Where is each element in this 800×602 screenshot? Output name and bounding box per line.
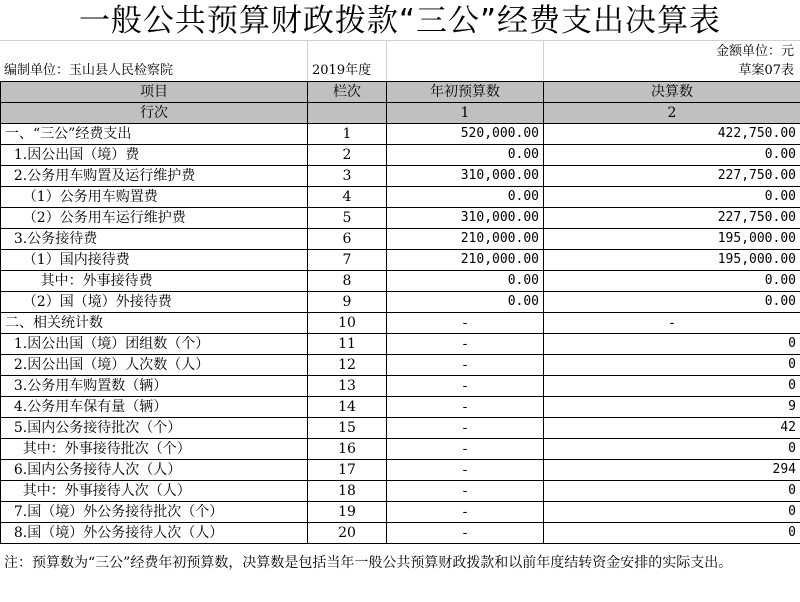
row-item: （1）公务用车购置费	[1, 187, 308, 208]
row-col: 11	[308, 334, 387, 355]
row-col: 19	[308, 502, 387, 523]
row-budget: -	[387, 397, 544, 418]
row-col: 15	[308, 418, 387, 439]
row-col: 18	[308, 481, 387, 502]
table-row	[1, 460, 800, 481]
row-final: 42	[544, 418, 800, 439]
row-col: 2	[308, 145, 387, 166]
row-col: 16	[308, 439, 387, 460]
divider	[307, 40, 308, 81]
row-item: 7.国（境）外公务接待批次（个）	[1, 502, 308, 523]
row-budget: -	[387, 376, 544, 397]
row-budget: -	[387, 313, 544, 334]
row-label-item: 行次	[1, 103, 308, 124]
row-final: 227,750.00	[544, 166, 800, 187]
row-budget: 210,000.00	[387, 250, 544, 271]
row-col: 10	[308, 313, 387, 334]
row-final: 0.00	[544, 145, 800, 166]
row-item: （1）国内接待费	[1, 250, 308, 271]
row-item: 2.公务用车购置及运行维护费	[1, 166, 308, 187]
row-budget: -	[387, 355, 544, 376]
table-row	[1, 355, 800, 376]
footnote: 注：预算数为“三公”经费年初预算数，决算数是包括当年一般公共预算财政拨款和以前年度结转资金安排的实际支出。	[4, 555, 733, 571]
row-col: 3	[308, 166, 387, 187]
table-row	[1, 124, 800, 145]
row-item: 8.国（境）外公务接待人次（人）	[1, 523, 308, 544]
row-budget: -	[387, 523, 544, 544]
row-item: 6.国内公务接待人次（人）	[1, 460, 308, 481]
table-row	[1, 523, 800, 544]
row-final: 0	[544, 439, 800, 460]
row-final: 9	[544, 397, 800, 418]
row-col: 6	[308, 229, 387, 250]
row-final: 195,000.00	[544, 250, 800, 271]
row-item: （2）公务用车运行维护费	[1, 208, 308, 229]
row-final: 0	[544, 334, 800, 355]
table-row	[1, 250, 800, 271]
row-budget: -	[387, 460, 544, 481]
row-final: 0.00	[544, 292, 800, 313]
row-col: 4	[308, 187, 387, 208]
row-final: 195,000.00	[544, 229, 800, 250]
header-budget: 年初预算数	[387, 82, 544, 103]
row-item: 其中：外事接待批次（个）	[1, 439, 308, 460]
row-item: 5.国内公务接待批次（个）	[1, 418, 308, 439]
row-budget: -	[387, 439, 544, 460]
row-final: 0	[544, 376, 800, 397]
row-final: 294	[544, 460, 800, 481]
row-budget: 0.00	[387, 187, 544, 208]
row-final: 422,750.00	[544, 124, 800, 145]
header-item: 项目	[1, 82, 308, 103]
row-budget: 0.00	[387, 292, 544, 313]
row-final: -	[544, 313, 800, 334]
row-label-budget: 1	[387, 103, 544, 124]
expense-table	[0, 81, 800, 544]
unit-label: 金额单位：元	[715, 44, 794, 59]
row-item: 1.因公出国（境）费	[1, 145, 308, 166]
header-col: 栏次	[308, 82, 387, 103]
row-col: 13	[308, 376, 387, 397]
row-budget: 0.00	[387, 145, 544, 166]
row-col: 12	[308, 355, 387, 376]
row-budget: -	[387, 334, 544, 355]
row-item: 其中：外事接待费	[1, 271, 308, 292]
row-col: 8	[308, 271, 387, 292]
table-row	[1, 376, 800, 397]
row-label-col	[308, 103, 387, 124]
year-label: 2019年度	[312, 63, 372, 78]
table-row	[1, 187, 800, 208]
divider	[543, 40, 544, 81]
row-col: 1	[308, 124, 387, 145]
table-row	[1, 208, 800, 229]
table-row	[1, 313, 800, 334]
row-col: 9	[308, 292, 387, 313]
row-final: 0	[544, 502, 800, 523]
row-budget: 210,000.00	[387, 229, 544, 250]
table-row	[1, 166, 800, 187]
row-budget: -	[387, 418, 544, 439]
table-row	[1, 229, 800, 250]
row-budget: -	[387, 502, 544, 523]
row-final: 0.00	[544, 187, 800, 208]
table-row	[1, 271, 800, 292]
row-item: 3.公务接待费	[1, 229, 308, 250]
row-item: 二、相关统计数	[1, 313, 308, 334]
row-label-final: 2	[544, 103, 800, 124]
row-item: 一、“三公”经费支出	[1, 124, 308, 145]
header-final: 决算数	[544, 82, 800, 103]
row-col: 17	[308, 460, 387, 481]
row-final: 227,750.00	[544, 208, 800, 229]
row-final: 0	[544, 355, 800, 376]
row-item: 4.公务用车保有量（辆）	[1, 397, 308, 418]
table-row	[1, 145, 800, 166]
divider	[0, 40, 800, 41]
table-row	[1, 502, 800, 523]
row-item: （2）国（境）外接待费	[1, 292, 308, 313]
row-final: 0	[544, 481, 800, 502]
table-row	[1, 418, 800, 439]
row-col: 5	[308, 208, 387, 229]
row-item: 其中：外事接待人次（人）	[1, 481, 308, 502]
table-row	[1, 334, 800, 355]
form-number: 草案07表	[738, 63, 794, 78]
row-budget: 310,000.00	[387, 208, 544, 229]
header-row	[1, 82, 800, 103]
row-col: 14	[308, 397, 387, 418]
table-row	[1, 439, 800, 460]
row-budget: 0.00	[387, 271, 544, 292]
row-item: 2.因公出国（境）人次数（人）	[1, 355, 308, 376]
row-col: 7	[308, 250, 387, 271]
page-title: 一般公共预算财政拨款“三公”经费支出决算表	[78, 3, 722, 39]
table-row	[1, 481, 800, 502]
org-label: 编制单位：玉山县人民检察院	[4, 63, 174, 78]
row-item: 3.公务用车购置数（辆）	[1, 376, 308, 397]
row-budget: -	[387, 481, 544, 502]
row-budget: 520,000.00	[387, 124, 544, 145]
row-label-row	[1, 103, 800, 124]
row-final: 0.00	[544, 271, 800, 292]
divider	[386, 40, 387, 81]
row-item: 1.因公出国（境）团组数（个）	[1, 334, 308, 355]
row-final: 0	[544, 523, 800, 544]
table-row	[1, 397, 800, 418]
row-col: 20	[308, 523, 387, 544]
row-budget: 310,000.00	[387, 166, 544, 187]
table-row	[1, 292, 800, 313]
